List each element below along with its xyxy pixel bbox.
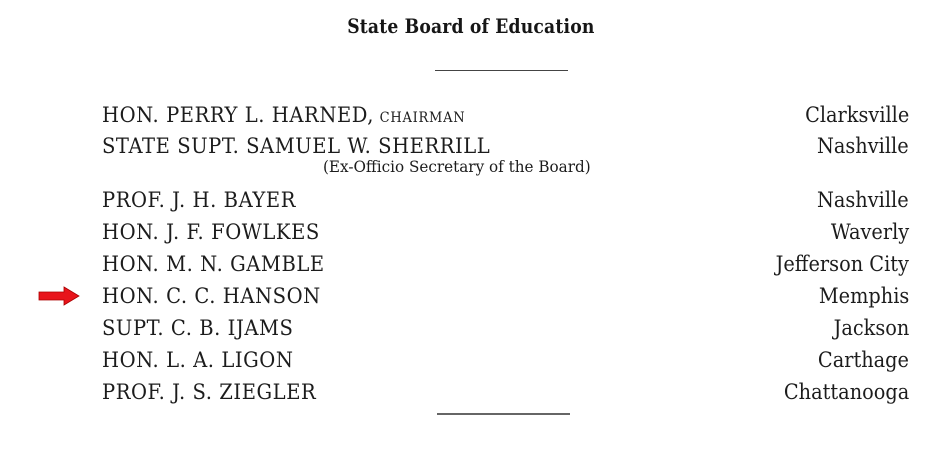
member-row-ijams bbox=[0, 316, 928, 346]
right-arrow-icon bbox=[38, 285, 80, 307]
member-city: Waverly bbox=[830, 220, 909, 244]
member-name bbox=[102, 188, 296, 212]
member-name-text: HON. M. N. GAMBLE bbox=[102, 252, 325, 276]
member-name-text: HON. J. F. FOWLKES bbox=[102, 220, 320, 244]
top-divider bbox=[435, 70, 568, 71]
member-name bbox=[102, 284, 321, 308]
member-row-hanson bbox=[0, 284, 928, 314]
secretary-note: (Ex-Officio Secretary of the Board) bbox=[323, 157, 591, 176]
member-row-fowlkes bbox=[0, 220, 928, 250]
member-city: Carthage bbox=[817, 348, 909, 372]
member-city: Clarksville bbox=[804, 103, 909, 127]
member-role: CHAIRMAN bbox=[379, 110, 466, 126]
member-name-text: SUPT. C. B. IJAMS bbox=[102, 316, 294, 340]
member-city: Jefferson City bbox=[775, 252, 909, 276]
member-name-text: HON. L. A. LIGON bbox=[102, 348, 294, 372]
member-name bbox=[102, 103, 465, 130]
member-name bbox=[102, 348, 294, 372]
member-name-text: STATE SUPT. SAMUEL W. SHERRILL bbox=[102, 134, 491, 158]
member-name-text: PROF. J. H. BAYER bbox=[102, 188, 296, 212]
member-name bbox=[102, 134, 490, 158]
member-name bbox=[102, 380, 316, 404]
member-name bbox=[102, 316, 293, 340]
member-city: Nashville bbox=[817, 188, 909, 212]
member-name bbox=[102, 220, 320, 244]
member-name-text: HON. C. C. HANSON bbox=[102, 284, 321, 308]
member-city: Chattanooga bbox=[783, 380, 909, 404]
bottom-divider bbox=[437, 413, 570, 415]
member-row-gamble bbox=[0, 252, 928, 282]
page-title-text: State Board of Education bbox=[347, 14, 595, 38]
member-city: Memphis bbox=[818, 284, 909, 308]
member-row-bayer bbox=[0, 188, 928, 218]
member-name bbox=[102, 252, 325, 276]
member-row-harned bbox=[0, 103, 928, 133]
member-row-ziegler bbox=[0, 380, 928, 410]
member-name-text: HON. PERRY L. HARNED, bbox=[102, 103, 375, 127]
member-row-ligon bbox=[0, 348, 928, 378]
member-city: Nashville bbox=[817, 134, 909, 158]
page-title bbox=[72, 14, 870, 38]
member-name-text: PROF. J. S. ZIEGLER bbox=[102, 380, 317, 404]
member-city: Jackson bbox=[833, 316, 909, 340]
